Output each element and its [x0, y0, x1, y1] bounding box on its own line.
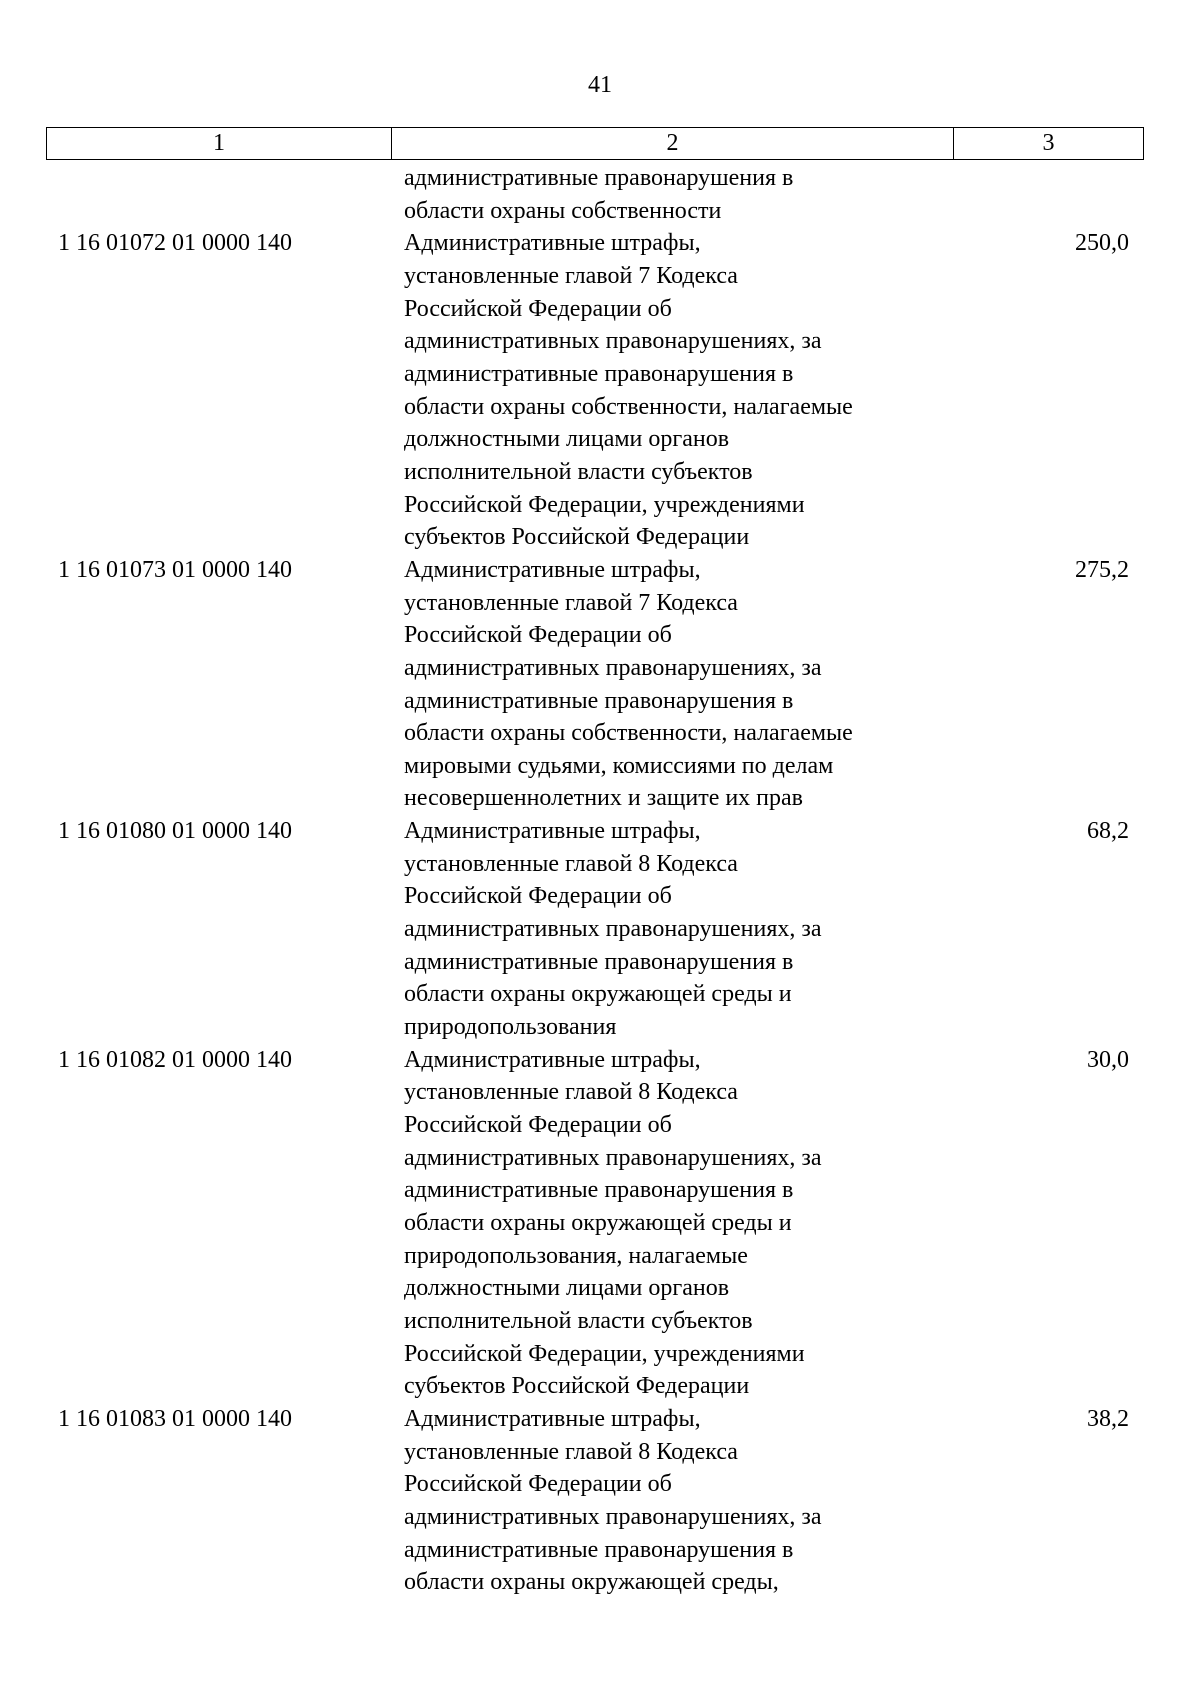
table-row — [0, 815, 1200, 1044]
description-line: Российской Федерации об — [404, 1471, 672, 1498]
row-amount: 275,2 — [1075, 556, 1129, 583]
row-code: 1 16 01080 01 0000 140 — [58, 818, 292, 845]
continuation-line: области охраны собственности — [404, 197, 722, 224]
table-row — [0, 554, 1200, 815]
row-description — [404, 227, 944, 554]
description-line: административных правонарушениях, за — [404, 1503, 822, 1530]
continuation-line: административные правонарушения в — [404, 165, 794, 191]
description-line: Российской Федерации об — [404, 295, 672, 322]
description-line: административные правонарушения в — [404, 1536, 794, 1563]
description-line: субъектов Российской Федерации — [404, 1373, 750, 1400]
description-line: должностными лицами органов — [404, 426, 730, 453]
description-line: Российской Федерации, учреждениями — [404, 491, 805, 518]
description-line: Административные штрафы, — [404, 1405, 701, 1432]
description-line: установленные главой 7 Кодекса — [404, 262, 738, 289]
description-line: природопользования, налагаемые — [404, 1242, 748, 1269]
description-line: мировыми судьями, комиссиями по делам — [404, 752, 834, 779]
description-line: административные правонарушения в — [404, 948, 794, 975]
description-line: Российской Федерации об — [404, 1112, 672, 1139]
row-code: 1 16 01083 01 0000 140 — [58, 1405, 292, 1432]
description-line: Российской Федерации, учреждениями — [404, 1340, 805, 1367]
description-line: исполнительной власти субъектов — [404, 458, 753, 485]
description-line: области охраны собственности, налагаемые — [404, 393, 853, 420]
description-line: области охраны окружающей среды и — [404, 981, 792, 1008]
description-line: Административные штрафы, — [404, 818, 701, 845]
description-line: Административные штрафы, — [404, 230, 701, 257]
table-row — [0, 1044, 1200, 1403]
header-col-2: 2 — [392, 128, 954, 159]
table-row — [0, 1403, 1200, 1599]
description-line: исполнительной власти субъектов — [404, 1307, 753, 1334]
row-amount: 68,2 — [1087, 818, 1129, 845]
description-line: Административные штрафы, — [404, 1046, 701, 1073]
description-line: области охраны окружающей среды и — [404, 1210, 792, 1236]
table-row — [0, 227, 1200, 554]
header-col-1: 1 — [47, 128, 392, 159]
description-line: должностными лицами органов — [404, 1275, 730, 1302]
row-description — [404, 554, 944, 815]
row-description — [404, 1044, 944, 1403]
description-line: административных правонарушениях, за — [404, 916, 822, 943]
description-line: природопользования — [404, 1014, 617, 1041]
table-rows — [0, 227, 1200, 1599]
description-line: установленные главой 7 Кодекса — [404, 589, 738, 616]
row-amount: 30,0 — [1087, 1046, 1129, 1073]
page-number: 41 — [588, 72, 612, 98]
table-body — [0, 162, 1200, 1599]
description-line: административных правонарушениях, за — [404, 328, 822, 355]
description-line: административные правонарушения в — [404, 1177, 794, 1204]
description-line: установленные главой 8 Кодекса — [404, 850, 738, 877]
description-line: административные правонарушения в — [404, 687, 794, 714]
description-line: административных правонарушениях, за — [404, 1144, 822, 1171]
description-line: области охраны окружающей среды, — [404, 1569, 779, 1596]
row-description — [404, 1403, 944, 1599]
description-line: несовершеннолетних и защите их прав — [404, 785, 804, 812]
description-line: области охраны собственности, налагаемые — [404, 720, 853, 747]
table-header — [46, 127, 1144, 160]
description-line: административных правонарушениях, за — [404, 654, 822, 681]
description-line: установленные главой 8 Кодекса — [404, 1079, 738, 1106]
description-line: установленные главой 8 Кодекса — [404, 1438, 738, 1465]
description-line: Российской Федерации об — [404, 622, 672, 649]
description-line: Российской Федерации об — [404, 883, 672, 910]
description-line: Административные штрафы, — [404, 556, 701, 583]
description-line: субъектов Российской Федерации — [404, 524, 750, 551]
row-amount: 250,0 — [1075, 230, 1129, 257]
description-line: административные правонарушения в — [404, 360, 794, 387]
row-amount: 38,2 — [1087, 1405, 1129, 1432]
row-code: 1 16 01072 01 0000 140 — [58, 230, 292, 257]
header-col-3: 3 — [1042, 130, 1055, 156]
row-description — [404, 815, 944, 1044]
row-code: 1 16 01082 01 0000 140 — [58, 1046, 292, 1073]
row-code: 1 16 01073 01 0000 140 — [58, 556, 292, 583]
